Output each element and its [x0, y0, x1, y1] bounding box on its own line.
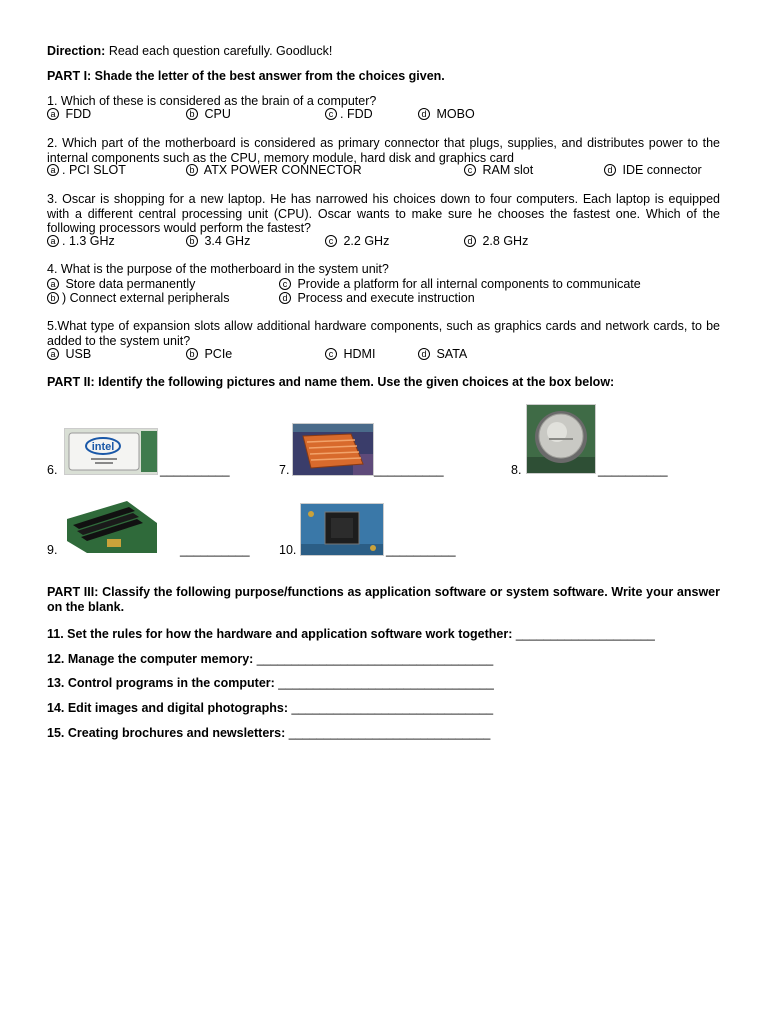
question-5: 5.What type of expansion slots allow additional hardware components, such as graphics cards and network cards, to be added to the system unit? — [47, 319, 720, 348]
q1-option-a[interactable] — [47, 107, 91, 121]
option-text: 2.2 GHz — [340, 234, 390, 248]
q4-option-a[interactable] — [47, 277, 195, 291]
q3-option-b[interactable] — [186, 234, 250, 248]
q5-option-a[interactable] — [47, 347, 91, 361]
option-text: . FDD — [340, 107, 373, 121]
ram-slots-picture — [66, 500, 158, 554]
q5-option-b[interactable] — [186, 347, 232, 361]
item-15-text: 15. Creating brochures and newsletters: — [47, 726, 286, 740]
item-7-number: 7. — [279, 463, 290, 477]
q1-option-c[interactable] — [325, 107, 373, 121]
item-14-answer-blank[interactable]: _____________________________ — [288, 701, 494, 715]
option-circle-icon: b — [47, 292, 59, 304]
question-2: 2. Which part of the motherboard is considered as primary connector that plugs, supplies, and distributes power to the internal components such as the CPU, memory module, hard disk and graphics card — [47, 136, 720, 165]
option-text: USB — [62, 347, 92, 361]
item-11-answer-blank[interactable]: ____________________ — [512, 627, 655, 641]
heatsink-picture — [292, 423, 374, 476]
q4-option-b[interactable] — [47, 291, 229, 305]
item-12 — [47, 652, 493, 666]
part1-heading: PART I: Shade the letter of the best answer from the choices given. — [47, 69, 445, 83]
option-text: . PCI SLOT — [62, 163, 126, 177]
item-13 — [47, 676, 494, 690]
question-3: 3. Oscar is shopping for a new laptop. He has narrowed his choices down to four computers. Each laptop is equipped with a different central processing unit (CPU). Oscar wants to make sure he chooses the fastest one. Which of the following processors would perform the fastest? — [47, 192, 720, 235]
item-10-number: 10. — [279, 543, 297, 557]
q2-option-d[interactable] — [604, 163, 702, 177]
option-text: Process and execute instruction — [294, 291, 475, 305]
q3-option-a[interactable] — [47, 234, 115, 248]
q1-option-b[interactable] — [186, 107, 231, 121]
question-1: 1. Which of these is considered as the brain of a computer? — [47, 94, 377, 108]
option-text: 3.4 GHz — [201, 234, 251, 248]
option-circle-icon: b — [186, 108, 198, 120]
option-circle-icon: d — [418, 348, 430, 360]
direction-line — [47, 44, 332, 58]
option-circle-icon: d — [464, 235, 476, 247]
option-circle-icon: a — [47, 235, 59, 247]
cmos-battery-picture — [526, 404, 596, 474]
option-circle-icon: c — [464, 164, 476, 176]
item-9-number: 9. — [47, 543, 58, 557]
option-text: ATX POWER CONNECTOR — [201, 163, 362, 177]
q2-option-c[interactable] — [464, 163, 533, 177]
option-circle-icon: b — [186, 348, 198, 360]
item-12-answer-blank[interactable]: __________________________________ — [253, 652, 494, 666]
option-text: PCIe — [201, 347, 233, 361]
option-text: . 1.3 GHz — [62, 234, 115, 248]
item-8-answer-blank[interactable]: __________ — [598, 463, 668, 477]
q4-option-c[interactable] — [279, 277, 641, 291]
item-14 — [47, 701, 493, 715]
q2-option-b[interactable] — [186, 163, 362, 177]
question-4: 4. What is the purpose of the motherboard in the system unit? — [47, 262, 389, 276]
item-10-answer-blank[interactable]: __________ — [386, 543, 456, 557]
item-9-answer-blank[interactable]: __________ — [180, 543, 250, 557]
option-text: HDMI — [340, 347, 376, 361]
option-text: FDD — [62, 107, 92, 121]
item-11 — [47, 627, 655, 641]
q2-option-a[interactable] — [47, 163, 126, 177]
option-text: CPU — [201, 107, 231, 121]
option-text: ) Connect external peripherals — [62, 291, 230, 305]
q3-option-c[interactable] — [325, 234, 389, 248]
option-text: IDE connector — [619, 163, 702, 177]
option-text: 2.8 GHz — [479, 234, 529, 248]
option-circle-icon: a — [47, 348, 59, 360]
item-6-number: 6. — [47, 463, 58, 477]
option-circle-icon: d — [604, 164, 616, 176]
item-13-text: 13. Control programs in the computer: — [47, 676, 275, 690]
q5-option-d[interactable] — [418, 347, 467, 361]
item-6-answer-blank[interactable]: __________ — [160, 463, 230, 477]
option-circle-icon: b — [186, 164, 198, 176]
direction-text: Read each question carefully. Goodluck! — [105, 44, 333, 58]
option-circle-icon: c — [325, 108, 337, 120]
intel-cpu-picture — [64, 428, 158, 475]
q4-option-d[interactable] — [279, 291, 475, 305]
item-13-answer-blank[interactable]: _______________________________ — [274, 676, 494, 690]
part3-heading: PART III: Classify the following purpose/functions as application software or system software. Write your answer on the blank. — [47, 585, 720, 614]
svg-text:intel: intel — [91, 441, 115, 453]
item-15-answer-blank[interactable]: _____________________________ — [285, 726, 491, 740]
direction-label: Direction: — [47, 44, 106, 58]
item-8-number: 8. — [511, 463, 522, 477]
option-circle-icon: b — [186, 235, 198, 247]
option-text: SATA — [433, 347, 468, 361]
option-text: Store data permanently — [62, 277, 196, 291]
item-12-text: 12. Manage the computer memory: — [47, 652, 254, 666]
option-circle-icon: a — [47, 108, 59, 120]
chipset-picture — [300, 503, 384, 556]
option-text: RAM slot — [479, 163, 534, 177]
option-circle-icon: c — [325, 235, 337, 247]
item-11-text: 11. Set the rules for how the hardware and application software work together: — [47, 627, 513, 641]
q5-option-c[interactable] — [325, 347, 375, 361]
option-text: Provide a platform for all internal components to communicate — [294, 277, 641, 291]
q1-option-d[interactable] — [418, 107, 475, 121]
part2-heading: PART II: Identify the following pictures and name them. Use the given choices at the box below: — [47, 375, 615, 389]
option-circle-icon: c — [279, 278, 291, 290]
item-7-answer-blank[interactable]: __________ — [374, 463, 444, 477]
option-circle-icon: d — [418, 108, 430, 120]
item-14-text: 14. Edit images and digital photographs: — [47, 701, 288, 715]
option-circle-icon: a — [47, 164, 59, 176]
option-circle-icon: d — [279, 292, 291, 304]
q3-option-d[interactable] — [464, 234, 528, 248]
option-circle-icon: c — [325, 348, 337, 360]
option-text: MOBO — [433, 107, 475, 121]
item-15 — [47, 726, 490, 740]
option-circle-icon: a — [47, 278, 59, 290]
